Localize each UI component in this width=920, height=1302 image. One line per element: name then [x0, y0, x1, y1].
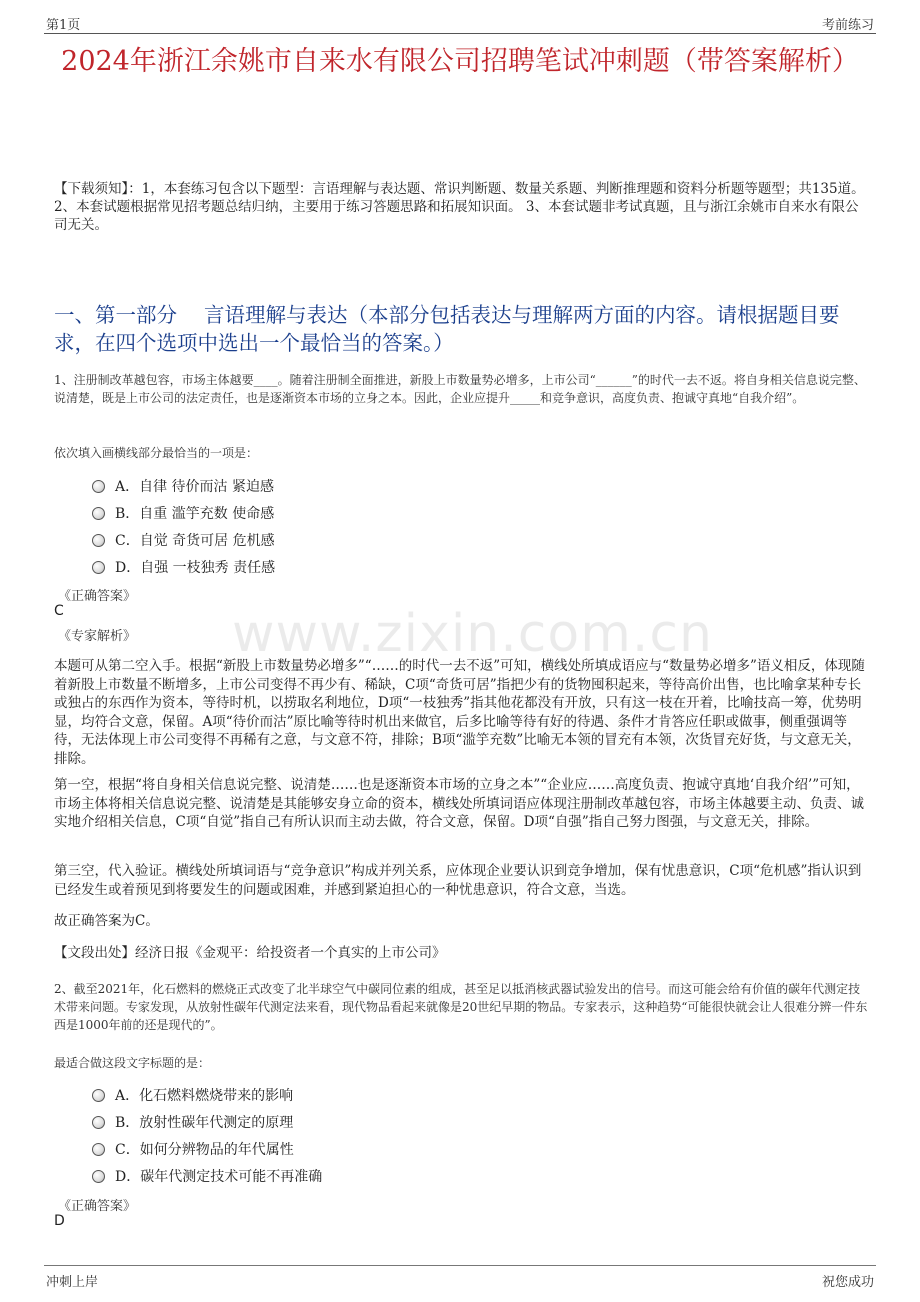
footer-right-text: 祝您成功 [821, 1275, 874, 1290]
radio-icon[interactable] [92, 507, 105, 520]
question-1-option-a[interactable]: A．自律 待价而沽 紧迫感 [92, 476, 274, 496]
question-1-answer-label: 《正确答案》 [58, 589, 137, 604]
question-1-option-d[interactable]: D．自强 一枝独秀 责任感 [92, 557, 275, 577]
radio-icon[interactable] [92, 1116, 105, 1129]
footer-left-text: 冲刺上岸 [46, 1275, 99, 1290]
question-2-answer-label: 《正确答案》 [58, 1199, 137, 1214]
question-2-option-a[interactable]: A．化石燃料燃烧带来的影响 [92, 1085, 293, 1105]
question-2-answer: D [54, 1213, 65, 1229]
header-tag: 考前练习 [821, 18, 874, 33]
question-1-option-c[interactable]: C．自觉 奇货可居 危机感 [92, 530, 275, 550]
analysis-paragraph: 第一空，根据“将自身相关信息说完整、说清楚……也是逐渐资本市场的立身之本”“企业应……高度负责、抱诚守真地‘自我介绍’”可知，市场主体将相关信息说完整、说清楚是其能够安身立命的资本，横线处所填词语应体现注册制改革越包容，市场主体越要主动、负责、诚实地介绍相关信息，C项“自觉”指自己有所认识而主动去做，符合文意，保留。D项“自强”指自己努力图强，与文意无关，排除。 [54, 777, 864, 830]
question-2-option-d[interactable]: D．碳年代测定技术可能不再准确 [92, 1166, 322, 1186]
analysis-conclusion: 故正确答案为C。 [54, 913, 159, 929]
analysis-paragraph: 本题可从第二空入手。根据“新股上市数量势必增多”“……的时代一去不返”可知，横线处所填成语应与“数量势必增多”语义相反，体现随着新股上市数量不断增多，上市公司变得不再少有、稀缺，C项“奇货可居”指把少有的货物囤积起来，等待高价出售，也比喻拿某种专长或独占的东西作为资本，等待时机，以捞取名利地位，D项“一枝独秀”指其他花都没有开放，只有这一枝在开着，比喻技高一筹，优势明显，均符合文意，保留。A项“待价而沽”原比喻等待时机出来做官，后多比喻等待有好的待遇、条件才肯答应任职或做事，侧重强调等待，无法体现上市公司变得不再稀有之意，与文意不符，排除；B项“滥竽充数”比喻无本领的冒充有本领，次货冒充好货，与文意无关，排除。 [54, 658, 865, 767]
question-2-prompt: 最适合做这段文字标题的是： [54, 1056, 211, 1070]
footer-divider [44, 1265, 876, 1266]
header-divider [44, 33, 876, 34]
radio-icon[interactable] [92, 1089, 105, 1102]
page-number: 第1页 [46, 18, 81, 33]
question-1-stem: 1、注册制改革越包容，市场主体越要____。随着注册制全面推进，新股上市数量势必增多，上市公司“______”的时代一去不返。将自身相关信息说完整、说清楚，既是上市公司的法定责任，也是逐渐资本市场的立身之本。因此，企业应提升_____和竞争意识，高度负责、抱诚守真地“自我介绍”。 [54, 373, 866, 405]
analysis-paragraph: 第三空，代入验证。横线处所填词语与“竞争意识”构成并列关系，应体现企业要认识到竞争增加，保有忧患意识，C项“危机感”指认识到已经发生或着预见到将要发生的问题或困难，并感到紧迫担心的一种忧患意识，符合文意，当选。 [54, 863, 862, 898]
question-2-option-c[interactable]: C．如何分辨物品的年代属性 [92, 1139, 294, 1159]
section-heading: 一、第一部分 言语理解与表达（本部分包括表达与理解两方面的内容。请根据题目要求，在四个选项中选出一个最恰当的答案。） [54, 303, 840, 355]
radio-icon[interactable] [92, 480, 105, 493]
watermark: www.zixin.com.cn [232, 604, 713, 664]
document-title: 2024年浙江余姚市自来水有限公司招聘笔试冲刺题（带答案解析） [61, 46, 859, 77]
question-1-option-b[interactable]: B．自重 滥竽充数 使命感 [92, 503, 274, 523]
analysis-source: 【文段出处】经济日报《金观平：给投资者一个真实的上市公司》 [54, 945, 446, 961]
question-2-option-b[interactable]: B．放射性碳年代测定的原理 [92, 1112, 293, 1132]
question-1-analysis-label: 《专家解析》 [58, 629, 137, 644]
question-2-stem: 2、截至2021年，化石燃料的燃烧正式改变了北半球空气中碳同位素的组成，甚至足以抵消核武器试验发出的信号。而这可能会给有价值的碳年代测定技术带来问题。专家发现，从放射性碳年代测定法来看，现代物品看起来就像是20世纪早期的物品。专家表示，这种趋势“可能很快就会让人很难分辨一件东西是1000年前的还是现代的”。 [54, 982, 868, 1032]
radio-icon[interactable] [92, 1170, 105, 1183]
question-1-answer: C [54, 603, 64, 619]
question-1-prompt: 依次填入画横线部分最恰当的一项是： [54, 446, 259, 460]
radio-icon[interactable] [92, 561, 105, 574]
radio-icon[interactable] [92, 534, 105, 547]
radio-icon[interactable] [92, 1143, 105, 1156]
download-notice: 【下载须知】：1，本套练习包含以下题型：言语理解与表达题、常识判断题、数量关系题、判断推理题和资料分析题等题型；共135道。 2、本套试题根据常见招考题总结归纳，主要用于练习答题思路和拓展知识面。 3、本套试题非考试真题，且与浙江余姚市自来水有限公司无关。 [54, 181, 865, 233]
